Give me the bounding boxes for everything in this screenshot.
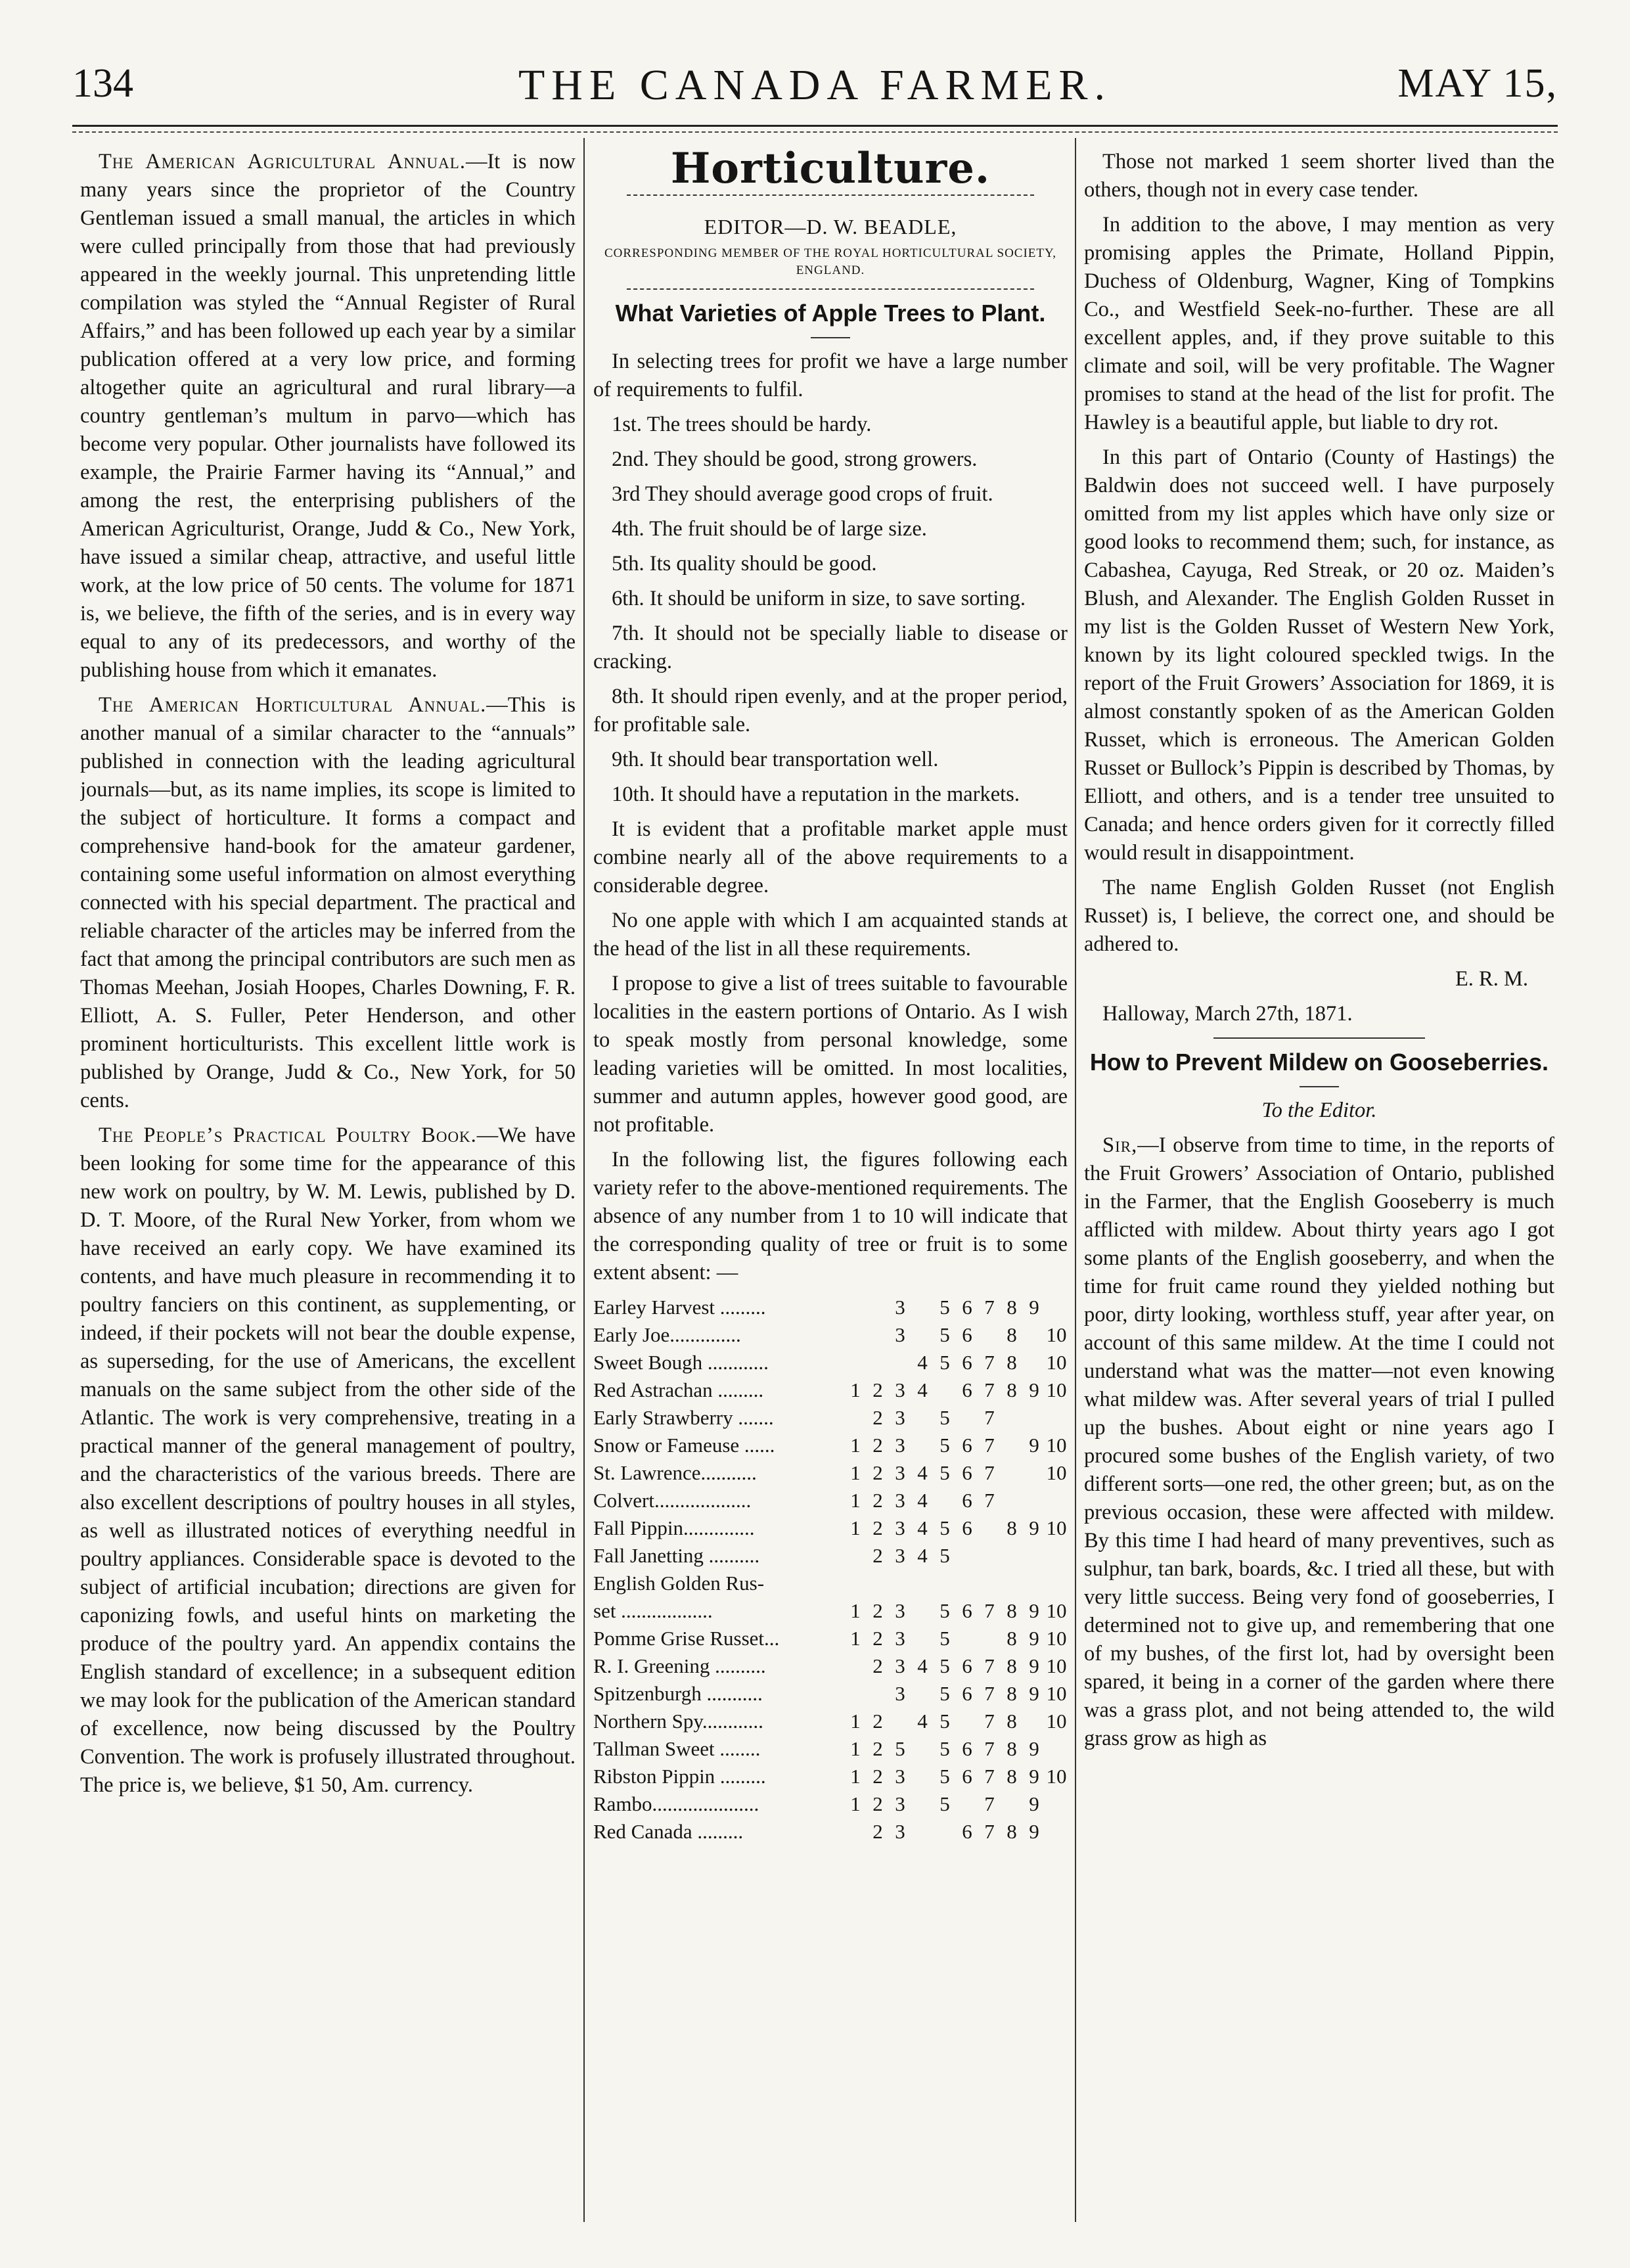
variety-mark: 6 xyxy=(962,1765,972,1788)
notice-heading: The American Agricultural Annual. xyxy=(99,150,466,173)
variety-name: Early Joe.............. xyxy=(593,1323,741,1346)
variety-table xyxy=(593,1294,1068,1846)
column-middle xyxy=(593,148,1068,2222)
masthead xyxy=(72,54,1558,126)
requirement-item: 9th. It should bear transportation well. xyxy=(612,748,939,771)
variety-mark: 2 xyxy=(872,1378,883,1401)
requirement-item: 1st. The trees should be hardy. xyxy=(612,413,872,436)
notice-body: —This is another manual of a similar character to the “annuals” published in connection with the leading agricultural journals—but, as its name implies, its scope is limited to the subject of horticulture. It forms a compact and comprehensive hand-book for the amateur gardener, containing some useful information on almost everything connected with his special department. The practical and reliable character of the articles may be inferred from the fact that among the principal contributors are such men as Thomas Meehan, Josiah Hoopes, Charles Downing, F. R. Elliott, A. S. Fuller, Peter Henderson, and other prominent horticulturists. This excellent little work is published by Orange, Judd & Co., New York, for 50 cents. xyxy=(80,693,576,1112)
variety-name: Fall Janetting .......... xyxy=(593,1544,760,1567)
variety-mark: 6 xyxy=(962,1599,972,1622)
variety-mark: 3 xyxy=(895,1765,905,1788)
requirement-item: 10th. It should have a reputation in the markets. xyxy=(612,782,1020,806)
signature: E. R. M. xyxy=(1455,967,1528,991)
variety-mark: 3 xyxy=(895,1378,905,1401)
variety-mark: 1 xyxy=(850,1489,861,1512)
variety-mark: 5 xyxy=(940,1710,950,1733)
variety-mark: 7 xyxy=(984,1434,995,1457)
variety-row xyxy=(593,1763,1068,1790)
variety-mark: 8 xyxy=(1007,1765,1017,1788)
variety-mark xyxy=(1045,1294,1068,1321)
variety-mark: 6 xyxy=(962,1489,972,1512)
variety-row xyxy=(593,1376,1068,1404)
column-divider-2 xyxy=(1075,138,1076,2222)
divider xyxy=(1213,1037,1425,1039)
variety-mark: 6 xyxy=(962,1378,972,1401)
notice-heading: The People’s Practical Poultry Book. xyxy=(99,1123,477,1147)
variety-mark: 7 xyxy=(984,1461,995,1484)
variety-mark xyxy=(1023,1349,1045,1376)
variety-mark: 5 xyxy=(940,1323,950,1346)
variety-mark xyxy=(1045,1818,1068,1846)
variety-mark: 10 xyxy=(1046,1682,1067,1705)
variety-mark: 10 xyxy=(1046,1765,1067,1788)
variety-mark: 5 xyxy=(940,1434,950,1457)
variety-mark: 4 xyxy=(917,1654,928,1677)
variety-mark: 7 xyxy=(984,1710,995,1733)
variety-mark xyxy=(1045,1404,1068,1432)
variety-mark: 3 xyxy=(895,1406,905,1429)
notice-agricultural-annual xyxy=(80,148,576,685)
variety-mark: 9 xyxy=(1029,1378,1039,1401)
requirement-item: 4th. The fruit should be of large size. xyxy=(612,517,927,541)
variety-mark xyxy=(844,1680,867,1708)
variety-mark: 3 xyxy=(895,1627,905,1650)
column-right xyxy=(1084,148,1554,2222)
variety-mark xyxy=(1045,1790,1068,1818)
variety-mark: 8 xyxy=(1007,1654,1017,1677)
variety-mark: 5 xyxy=(940,1654,950,1677)
variety-mark: 5 xyxy=(940,1406,950,1429)
variety-mark xyxy=(889,1349,911,1376)
variety-mark xyxy=(911,1570,934,1597)
paragraph: The name English Golden Russet (not English Russet) is, I believe, the correct one, and should be adhered to. xyxy=(1084,876,1554,956)
paragraph: Those not marked 1 seem shorter lived than the others, though not in every case tender. xyxy=(1084,150,1554,202)
variety-mark: 10 xyxy=(1046,1654,1067,1677)
variety-name: Snow or Fameuse ...... xyxy=(593,1434,775,1457)
variety-name: Spitzenburgh ........... xyxy=(593,1682,763,1705)
variety-mark: 3 xyxy=(895,1516,905,1539)
variety-mark xyxy=(911,1763,934,1790)
newspaper-title: THE CANADA FARMER. xyxy=(518,61,1112,109)
variety-row xyxy=(593,1790,1068,1818)
variety-mark xyxy=(911,1404,934,1432)
variety-mark xyxy=(1045,1542,1068,1570)
variety-mark xyxy=(1001,1404,1023,1432)
variety-mark xyxy=(1023,1321,1045,1349)
variety-mark xyxy=(911,1790,934,1818)
variety-mark: 8 xyxy=(1007,1351,1017,1374)
variety-mark: 4 xyxy=(917,1378,928,1401)
variety-row xyxy=(593,1818,1068,1846)
divider xyxy=(627,288,1035,290)
requirement-item: 6th. It should be uniform in size, to save sorting. xyxy=(612,587,1026,610)
variety-mark: 10 xyxy=(1046,1351,1067,1374)
variety-row xyxy=(593,1321,1068,1349)
notice-heading: The American Horticultural Annual. xyxy=(99,693,487,717)
variety-mark xyxy=(956,1708,978,1735)
variety-mark: 10 xyxy=(1046,1599,1067,1622)
variety-mark: 1 xyxy=(850,1710,861,1733)
variety-mark xyxy=(956,1404,978,1432)
variety-mark: 7 xyxy=(984,1792,995,1815)
variety-mark xyxy=(1023,1708,1045,1735)
variety-mark xyxy=(889,1570,911,1597)
variety-mark: 5 xyxy=(940,1627,950,1650)
variety-mark: 3 xyxy=(895,1792,905,1815)
letter-text: —I observe from time to time, in the reports of the Fruit Growers’ Association of Ontario, published in the Farmer, that the English Gooseberry is much afflicted with mildew. About thirty years ago I got some plants of the English gooseberry, and when the time for fruit came round they yielded nothing but poor, dirty looking, worthless stuff, year after year, on account of this same mildew. At the time I could not understand what was the matter—not even knowing what mildew was. After several years of trial I pulled up the bushes. About eight or nine years ago I procured some bushes of the English variety, of two different sorts—one red, the other green; but, as on the previous occasion, these were affected with mildew. By this time I had heard of many preventives, such as sulphur, tan bark, boards, &c. I tried all these, but with very little success. Being very fond of gooseberries, I determined not to give up, and remembering that one of my bushes, of the first lot, had by oversight been spared, it being in a corner of the garden where there was a grass plot, and not being attended to, the wild grass grow as high as xyxy=(1084,1133,1554,1750)
variety-mark: 2 xyxy=(872,1516,883,1539)
variety-mark xyxy=(867,1570,889,1597)
variety-name: Sweet Bough ............ xyxy=(593,1351,769,1374)
variety-mark xyxy=(844,1349,867,1376)
variety-mark: 2 xyxy=(872,1710,883,1733)
variety-name: Early Strawberry ....... xyxy=(593,1406,774,1429)
paragraph: I propose to give a list of trees suitable to favourable localities in the eastern portions of Ontario. As I wish to speak mostly from personal knowledge, some leading varieties will be omitted. In most localities, summer and autumn apples, however good good, are not profitable. xyxy=(593,972,1068,1137)
variety-mark: 8 xyxy=(1007,1682,1017,1705)
variety-mark xyxy=(1001,1487,1023,1514)
variety-mark: 8 xyxy=(1007,1599,1017,1622)
variety-name: Red Astrachan ......... xyxy=(593,1378,764,1401)
salutation: Sir, xyxy=(1102,1133,1138,1157)
column-left xyxy=(80,148,576,2222)
variety-mark xyxy=(867,1321,889,1349)
variety-mark: 1 xyxy=(850,1627,861,1650)
variety-name: English Golden Rus- xyxy=(593,1572,765,1595)
variety-mark xyxy=(978,1514,1001,1542)
editor-line: EDITOR—D. W. BEADLE, xyxy=(704,215,957,238)
variety-mark: 1 xyxy=(850,1765,861,1788)
variety-mark xyxy=(867,1680,889,1708)
variety-name: Red Canada ......... xyxy=(593,1820,744,1843)
variety-mark: 2 xyxy=(872,1792,883,1815)
variety-mark xyxy=(911,1597,934,1625)
variety-mark xyxy=(1023,1487,1045,1514)
requirement-item: 3rd They should average good crops of fruit. xyxy=(612,482,993,506)
letter-body xyxy=(1084,1131,1554,1753)
variety-mark: 3 xyxy=(895,1599,905,1622)
variety-row xyxy=(593,1487,1068,1514)
variety-mark: 3 xyxy=(895,1544,905,1567)
variety-name: Tallman Sweet ........ xyxy=(593,1737,761,1760)
variety-mark: 8 xyxy=(1007,1710,1017,1733)
variety-mark: 6 xyxy=(962,1351,972,1374)
requirement-item: 8th. It should ripen evenly, and at the proper period, for profitable sale. xyxy=(593,685,1068,737)
variety-mark: 5 xyxy=(940,1461,950,1484)
variety-mark: 2 xyxy=(872,1434,883,1457)
variety-mark: 10 xyxy=(1046,1627,1067,1650)
variety-mark: 10 xyxy=(1046,1323,1067,1346)
variety-mark xyxy=(1023,1570,1045,1597)
variety-row xyxy=(593,1404,1068,1432)
variety-mark xyxy=(911,1294,934,1321)
page-number: 134 xyxy=(72,61,133,106)
variety-mark: 7 xyxy=(984,1351,995,1374)
divider xyxy=(627,194,1035,196)
variety-mark: 3 xyxy=(895,1434,905,1457)
variety-name: St. Lawrence........... xyxy=(593,1461,757,1484)
variety-mark xyxy=(1001,1790,1023,1818)
variety-mark xyxy=(844,1321,867,1349)
paragraph: In this part of Ontario (County of Hastings) the Baldwin does not succeed well. I have purposely omitted from my list apples which have only size or good looks to recommend them; such, for instance, as Cabashea, Cayuga, Red Streak, or 20 oz. Maiden’s Blush, and Alexander. The English Golden Russet in my list is the Golden Russet of Western New York, known by its light coloured speckled twigs. In the report of the Fruit Growers’ Association for 1869, it is almost constantly spoken of as the American Golden Russet, which is erroneous. The American Golden Russet or Bullock’s Pippin is described by Thomas, by Elliott, and others, and is a tender tree unsuited to Canada; and hence orders given for it correctly filled would result in disappointment. xyxy=(1084,445,1554,865)
variety-mark xyxy=(1045,1487,1068,1514)
variety-mark: 2 xyxy=(872,1737,883,1760)
section-title: Horticulture. xyxy=(670,148,991,193)
article-title: How to Prevent Mildew on Gooseberries. xyxy=(1089,1049,1549,1076)
variety-mark xyxy=(956,1625,978,1652)
variety-mark: 5 xyxy=(940,1599,950,1622)
variety-mark: 8 xyxy=(1007,1378,1017,1401)
variety-mark xyxy=(844,1818,867,1846)
article-title: What Varieties of Apple Trees to Plant. xyxy=(615,300,1046,327)
variety-name: Pomme Grise Russet... xyxy=(593,1627,780,1650)
variety-mark: 7 xyxy=(984,1820,995,1843)
variety-mark xyxy=(1023,1404,1045,1432)
variety-mark: 2 xyxy=(872,1627,883,1650)
variety-mark: 10 xyxy=(1046,1461,1067,1484)
variety-name: R. I. Greening .......... xyxy=(593,1654,766,1677)
variety-mark: 2 xyxy=(872,1599,883,1622)
variety-mark: 6 xyxy=(962,1654,972,1677)
variety-mark: 5 xyxy=(940,1792,950,1815)
variety-name: Earley Harvest ......... xyxy=(593,1296,766,1319)
variety-mark: 2 xyxy=(872,1820,883,1843)
variety-mark: 7 xyxy=(984,1378,995,1401)
notice-body: —We have been looking for some time for the appearance of this new work on poultry, by W. M. Lewis, published by D. D. T. Moore, of the Rural New Yorker, from whom we have received an early copy. We have examined its contents, and have much pleasure in recommending it to poultry fanciers on this continent, as supplementing, or indeed, if their pockets will not bear the double expense, as superseding, for the use of Americans, the excellent manuals on the same subject from the other side of the Atlantic. The work is very comprehensive, treating in a practical manner of the general management of poultry, and the characteristics of the various breeds. There are also excellent descriptions of poultry houses in all styles, as well as illustrated notices of everything needful in poultry appliances. Considerable space is devoted to the subject of artificial incubation; directions are given for caponizing fowls, and useful hints on marketing the produce of the poultry yard. An appendix contains the English standard of excellence; in a subsequent edition we may look for the publication of the American standard of excellence, now being discussed by the Poultry Convention. The work is profusely illustrated throughout. The price is, we believe, $1 50, Am. currency. xyxy=(80,1123,576,1797)
variety-row xyxy=(593,1542,1068,1570)
variety-row xyxy=(593,1294,1068,1321)
variety-mark: 9 xyxy=(1029,1820,1039,1843)
variety-mark: 6 xyxy=(962,1461,972,1484)
variety-mark: 2 xyxy=(872,1461,883,1484)
variety-row xyxy=(593,1432,1068,1459)
variety-mark xyxy=(1001,1542,1023,1570)
variety-mark: 2 xyxy=(872,1544,883,1567)
variety-mark: 10 xyxy=(1046,1710,1067,1733)
variety-mark: 1 xyxy=(850,1516,861,1539)
notice-poultry-book xyxy=(80,1122,576,1800)
variety-mark xyxy=(911,1625,934,1652)
variety-name: Fall Pippin.............. xyxy=(593,1516,755,1539)
variety-mark: 1 xyxy=(850,1792,861,1815)
variety-mark xyxy=(889,1708,911,1735)
variety-mark xyxy=(911,1735,934,1763)
variety-mark: 7 xyxy=(984,1737,995,1760)
variety-mark: 2 xyxy=(872,1654,883,1677)
variety-mark xyxy=(911,1321,934,1349)
variety-mark xyxy=(911,1680,934,1708)
variety-mark: 9 xyxy=(1029,1296,1039,1319)
variety-mark xyxy=(844,1404,867,1432)
variety-mark xyxy=(844,1652,867,1680)
variety-mark xyxy=(1001,1570,1023,1597)
variety-row xyxy=(593,1459,1068,1487)
variety-mark: 7 xyxy=(984,1765,995,1788)
variety-mark: 3 xyxy=(895,1654,905,1677)
variety-mark: 5 xyxy=(895,1737,905,1760)
variety-row xyxy=(593,1625,1068,1652)
variety-mark: 3 xyxy=(895,1820,905,1843)
variety-mark: 6 xyxy=(962,1737,972,1760)
variety-table-body xyxy=(593,1294,1068,1846)
variety-mark: 5 xyxy=(940,1765,950,1788)
requirement-item: 5th. Its quality should be good. xyxy=(612,552,877,576)
variety-mark: 9 xyxy=(1029,1682,1039,1705)
paragraph: In selecting trees for profit we have a large number of requirements to fulfil. xyxy=(593,350,1068,401)
variety-name: Rambo..................... xyxy=(593,1792,759,1815)
variety-mark: 4 xyxy=(917,1710,928,1733)
variety-mark: 7 xyxy=(984,1489,995,1512)
variety-mark: 8 xyxy=(1007,1737,1017,1760)
variety-mark xyxy=(956,1570,978,1597)
variety-mark: 6 xyxy=(962,1682,972,1705)
paragraph: In addition to the above, I may mention as very promising apples the Primate, Holland Pippin, Duchess of Oldenburg, Wagner, King of Tompkins Co., and Westfield Seek-no-further. These are all excellent apples, and, if they prove suitable to this climate and soil, will be very profitable. The Wagner promises to stand at the head of the list for profit. The Hawley is a beautiful apple, but liable to dry rot. xyxy=(1084,213,1554,434)
variety-mark xyxy=(978,1570,1001,1597)
variety-row xyxy=(593,1597,1068,1625)
variety-row xyxy=(593,1570,1068,1597)
dateline: Halloway, March 27th, 1871. xyxy=(1102,1002,1353,1026)
variety-mark: 9 xyxy=(1029,1765,1039,1788)
variety-mark: 3 xyxy=(895,1461,905,1484)
variety-mark: 7 xyxy=(984,1599,995,1622)
variety-name: Northern Spy............ xyxy=(593,1710,763,1733)
variety-mark: 7 xyxy=(984,1654,995,1677)
variety-mark: 9 xyxy=(1029,1599,1039,1622)
variety-mark: 7 xyxy=(984,1406,995,1429)
masthead-dashed-rule xyxy=(72,131,1558,133)
requirement-item: 7th. It should not be specially liable to disease or cracking. xyxy=(593,622,1068,673)
variety-mark: 9 xyxy=(1029,1737,1039,1760)
editor-affiliation: CORRESPONDING MEMBER OF THE ROYAL HORTICULTURAL SOCIETY, ENGLAND. xyxy=(604,246,1057,277)
variety-mark: 10 xyxy=(1046,1434,1067,1457)
variety-mark: 7 xyxy=(984,1296,995,1319)
paragraph: In the following list, the figures following each variety refer to the above-mentioned requirements. The absence of any number from 1 to 10 will indicate that the corresponding quality of tree or fruit is to some extent absent: — xyxy=(593,1148,1068,1284)
variety-row xyxy=(593,1708,1068,1735)
variety-mark: 4 xyxy=(917,1351,928,1374)
variety-mark xyxy=(956,1790,978,1818)
variety-name: Colvert................... xyxy=(593,1489,752,1512)
variety-mark: 8 xyxy=(1007,1820,1017,1843)
variety-mark: 6 xyxy=(962,1434,972,1457)
variety-mark: 9 xyxy=(1029,1434,1039,1457)
variety-mark xyxy=(978,1542,1001,1570)
divider xyxy=(1300,1086,1339,1087)
variety-mark: 9 xyxy=(1029,1792,1039,1815)
to-the-editor: To the Editor. xyxy=(1261,1099,1377,1122)
variety-mark: 8 xyxy=(1007,1516,1017,1539)
variety-mark xyxy=(1001,1432,1023,1459)
variety-mark xyxy=(934,1376,956,1404)
variety-mark: 5 xyxy=(940,1351,950,1374)
variety-mark xyxy=(844,1542,867,1570)
variety-row xyxy=(593,1652,1068,1680)
variety-mark: 2 xyxy=(872,1765,883,1788)
variety-mark xyxy=(867,1294,889,1321)
variety-mark xyxy=(956,1542,978,1570)
variety-mark: 3 xyxy=(895,1682,905,1705)
variety-mark xyxy=(1045,1570,1068,1597)
variety-mark xyxy=(1023,1459,1045,1487)
variety-mark: 2 xyxy=(872,1489,883,1512)
variety-mark: 3 xyxy=(895,1296,905,1319)
variety-mark xyxy=(978,1625,1001,1652)
variety-mark: 8 xyxy=(1007,1296,1017,1319)
variety-mark: 9 xyxy=(1029,1654,1039,1677)
issue-date: MAY 15, xyxy=(1397,61,1558,106)
variety-mark xyxy=(911,1818,934,1846)
variety-name: set .................. xyxy=(593,1599,713,1622)
variety-mark: 5 xyxy=(940,1516,950,1539)
variety-mark xyxy=(844,1294,867,1321)
variety-mark xyxy=(911,1432,934,1459)
variety-mark: 8 xyxy=(1007,1323,1017,1346)
paragraph: It is evident that a profitable market apple must combine nearly all of the above requirements to a considerable degree. xyxy=(593,817,1068,897)
variety-mark xyxy=(1045,1735,1068,1763)
variety-mark: 8 xyxy=(1007,1627,1017,1650)
variety-mark xyxy=(934,1570,956,1597)
variety-row xyxy=(593,1349,1068,1376)
column-divider-1 xyxy=(583,138,585,2222)
variety-mark xyxy=(1001,1459,1023,1487)
variety-row xyxy=(593,1514,1068,1542)
variety-mark: 4 xyxy=(917,1489,928,1512)
variety-mark: 1 xyxy=(850,1461,861,1484)
variety-mark: 5 xyxy=(940,1682,950,1705)
variety-mark: 5 xyxy=(940,1737,950,1760)
variety-mark xyxy=(867,1349,889,1376)
variety-mark: 7 xyxy=(984,1682,995,1705)
notice-body: —It is now many years since the proprietor of the Country Gentleman issued a small manual, the articles in which were culled principally from those that had previously appeared in the weekly journal. This unpretending little compilation was styled the “Annual Register of Rural Affairs,” and has been followed up each year by a similar publication offered at a very low price, and forming altogether quite an agricultural and rural library—a country gentleman’s multum in parvo—which has become very popular. Other journalists have followed its example, the Prairie Farmer having its “Annual,” and among the rest, the enterprising publishers of the American Agriculturist, Orange, Judd & Co., New York, have issued a similar cheap, attractive, and useful little work, at the low price of 50 cents. The volume for 1871 is, we believe, the fifth of the series, and is in every way equal to any of its predecessors, and worthy of the publishing house from which it emanates. xyxy=(80,150,576,682)
paragraph: No one apple with which I am acquainted stands at the head of the list in all these requirements. xyxy=(593,909,1068,961)
variety-row xyxy=(593,1680,1068,1708)
masthead-rule xyxy=(72,125,1558,127)
variety-mark: 3 xyxy=(895,1489,905,1512)
requirement-item: 2nd. They should be good, strong growers. xyxy=(612,447,978,471)
variety-mark: 5 xyxy=(940,1544,950,1567)
variety-mark: 6 xyxy=(962,1296,972,1319)
variety-mark: 6 xyxy=(962,1820,972,1843)
variety-mark: 4 xyxy=(917,1461,928,1484)
variety-mark: 1 xyxy=(850,1599,861,1622)
variety-mark xyxy=(934,1487,956,1514)
variety-mark xyxy=(844,1570,867,1597)
variety-row xyxy=(593,1735,1068,1763)
notice-horticultural-annual xyxy=(80,691,576,1115)
variety-mark: 6 xyxy=(962,1516,972,1539)
variety-mark: 9 xyxy=(1029,1627,1039,1650)
variety-mark: 10 xyxy=(1046,1378,1067,1401)
variety-mark: 4 xyxy=(917,1544,928,1567)
variety-name: Ribston Pippin ......... xyxy=(593,1765,766,1788)
variety-mark: 3 xyxy=(895,1323,905,1346)
variety-mark: 10 xyxy=(1046,1516,1067,1539)
variety-mark: 4 xyxy=(917,1516,928,1539)
variety-mark: 9 xyxy=(1029,1516,1039,1539)
variety-mark xyxy=(934,1818,956,1846)
divider xyxy=(811,337,850,338)
variety-mark: 5 xyxy=(940,1296,950,1319)
variety-mark: 2 xyxy=(872,1406,883,1429)
variety-mark: 1 xyxy=(850,1434,861,1457)
variety-mark: 1 xyxy=(850,1737,861,1760)
variety-mark xyxy=(1023,1542,1045,1570)
variety-mark: 6 xyxy=(962,1323,972,1346)
variety-mark xyxy=(978,1321,1001,1349)
variety-mark: 1 xyxy=(850,1378,861,1401)
